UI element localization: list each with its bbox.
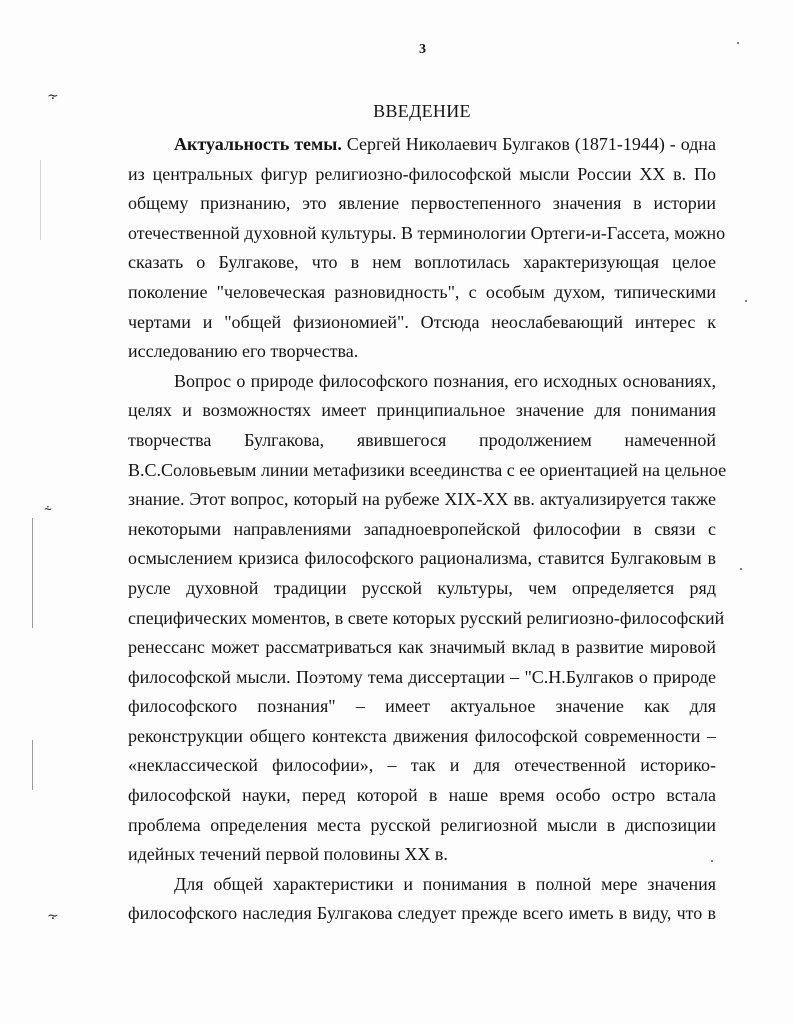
paragraph-line: поколение "человеческая разновидность", с особым духом, типическими [128, 281, 716, 302]
paragraph-line: отечественной духовной культуры. В терминологии Ортеги-и-Гассета, можно [128, 222, 726, 243]
paragraph-line: творчества Булгакова, явившегося продолжением намеченной [128, 429, 716, 450]
paragraph-heritage [128, 870, 716, 929]
scan-speck [711, 860, 713, 862]
paragraph-line: общему признанию, это явление первостепенного значения в истории [128, 193, 716, 214]
paragraph-line: знание. Этот вопрос, который на рубеже XIX-XX вв. актуализируется также [128, 489, 716, 510]
paragraph-line: реконструкции общего контекста движения философской современности – [128, 725, 716, 746]
paragraph-line: ренессанс может рассматриваться как значимый вклад в развитие мировой [128, 637, 716, 658]
paragraph-line: сказать о Булгакове, что в нем воплотилась характеризующая целое [128, 252, 716, 273]
scan-artifact: ⸞ [44, 503, 52, 518]
paragraph-line: философской мысли. Поэтому тема диссертации – "С.Н.Булгаков о природе [128, 666, 716, 687]
scan-edge-line [32, 740, 33, 790]
paragraph-line: чертами и "общей физиономией". Отсюда неослабевающий интерес к [128, 311, 716, 332]
paragraph-line: Для общей характеристики и понимания в полной мере значения [174, 873, 716, 894]
scan-speck [745, 300, 747, 302]
paragraph-line: идейных течений первой половины XX в. [128, 844, 448, 865]
paragraph-line: философской науки, перед которой в наше время особо остро встала [128, 785, 716, 806]
paragraph-line: русле духовной традиции русской культуры, чем определяется ряд [128, 577, 716, 598]
scan-artifact: ⸟ [47, 909, 59, 924]
paragraph-line: проблема определения места русской религиозной мысли в диспозиции [128, 814, 716, 835]
section-heading: ВВЕДЕНИЕ [373, 101, 471, 121]
paragraph-line: исследованию его творчества. [128, 341, 359, 362]
scan-speck [737, 42, 739, 44]
scan-edge-line [32, 518, 33, 628]
paragraph-line: специфических моментов, в свете которых русский религиозно-философский [128, 607, 725, 628]
scan-edge-line [40, 160, 41, 240]
paragraph-line-text: Сергей Николаевич Булгаков (1871-1944) - одна [341, 134, 716, 154]
page-number: 3 [419, 42, 426, 57]
paragraph-line: осмыслением кризиса философского рационализма, ставится Булгаковым в [128, 548, 716, 569]
paragraph-line: целях и возможностях имеет принципиальное значение для понимания [128, 400, 716, 421]
scan-artifact: ⸟ [47, 89, 59, 104]
paragraph-line [128, 130, 716, 160]
scan-speck [740, 568, 742, 570]
paragraph-line: некоторыми направлениями западноевропейской философии в связи с [128, 518, 716, 539]
paragraph-knowledge [128, 367, 727, 870]
paragraph-line: из центральных фигур религиозно-философской мысли России XX в. По [128, 163, 716, 184]
paragraph-line: философского познания" – имеет актуальное значение как для [128, 696, 716, 717]
paragraph-line: философского наследия Булгакова следует прежде всего иметь в виду, что в [128, 903, 716, 924]
paragraph-line: «неклассической философии», – так и для отечественной историко- [128, 755, 716, 776]
lead-phrase: Актуальность темы. [174, 134, 342, 154]
paragraph-line: Вопрос о природе философского познания, его исходных основаниях, [174, 370, 716, 391]
paragraph-relevance [128, 130, 726, 367]
body-text [128, 130, 727, 929]
paragraph-line: В.С.Соловьевым линии метафизики всеединства с ее ориентацией на цельное [128, 459, 727, 480]
